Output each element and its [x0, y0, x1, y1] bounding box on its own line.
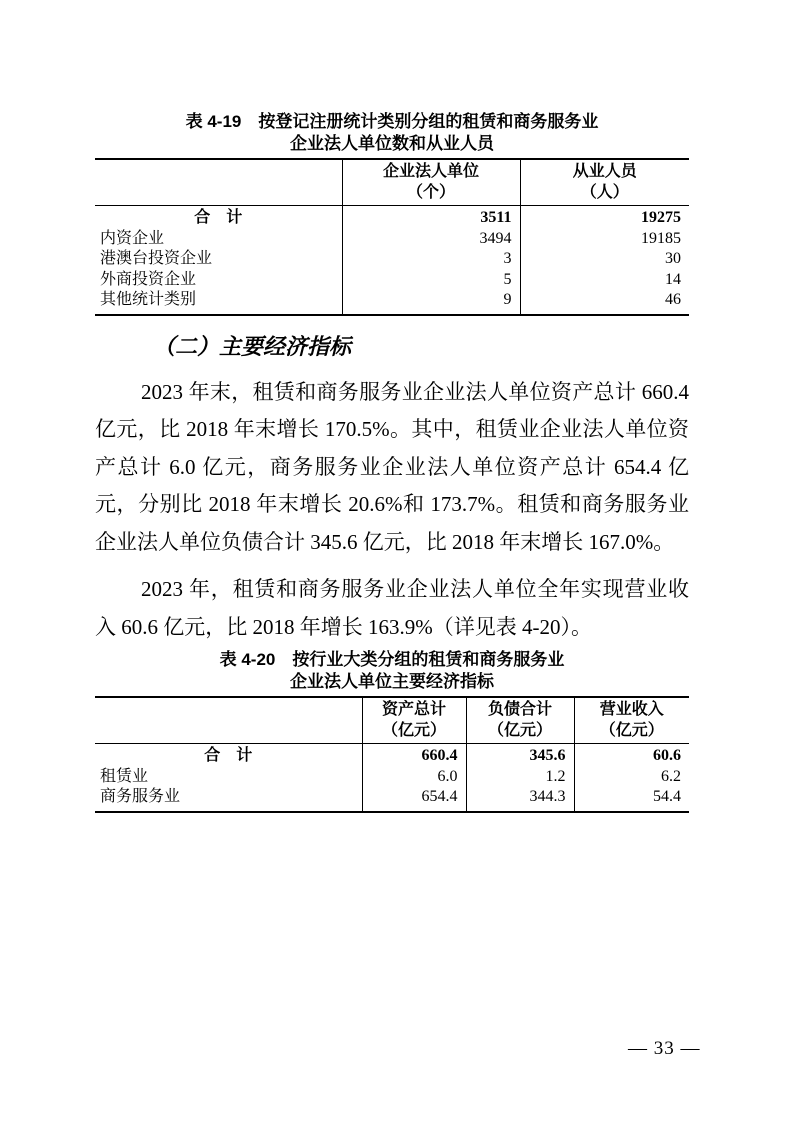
page-content	[95, 111, 689, 813]
table-4-20-title-line1: 表 4-20 按行业大类分组的租赁和商务服务业	[219, 650, 565, 669]
table-row-total	[95, 206, 689, 229]
col-header-unit: （亿元）	[599, 722, 664, 739]
row-label: 港澳台投资企业	[100, 250, 213, 267]
col-header-text: 企业法人单位	[382, 163, 479, 180]
row-label: 内资企业	[100, 229, 165, 247]
table-row-total	[95, 744, 689, 767]
row-value: 345.6	[466, 744, 574, 767]
body-paragraph-2: 2023 年，租赁和商务服务业企业法人单位全年实现营业收入 60.6 亿元，比 2018 年增长 163.9%（详见表 4-20）。	[95, 577, 689, 639]
row-value: 9	[342, 290, 520, 315]
section-heading: （二）主要经济指标	[153, 333, 352, 359]
col-header-text: 从业人员	[572, 163, 637, 180]
row-value: 14	[520, 270, 689, 291]
row-value: 19185	[520, 229, 689, 250]
col-header-unit: （亿元）	[487, 722, 552, 739]
row-value: 19275	[520, 206, 689, 229]
table-row	[95, 290, 689, 315]
row-value: 5	[342, 270, 520, 291]
col-header-text: 负债合计	[487, 701, 552, 718]
table-row	[95, 270, 689, 291]
row-value: 660.4	[362, 744, 466, 767]
table-4-20-col-header-liabilities	[466, 697, 574, 744]
table-4-20-col-header-revenue	[574, 697, 689, 744]
row-value: 1.2	[466, 767, 574, 788]
table-4-19-col-header-employees	[520, 159, 689, 206]
table-row	[95, 787, 689, 812]
row-value: 654.4	[362, 787, 466, 812]
row-label: 商务服务业	[100, 788, 181, 805]
table-4-20-col-header-assets	[362, 697, 466, 744]
table-row	[95, 767, 689, 788]
row-value: 3	[342, 249, 520, 270]
table-4-20-title-line2: 企业法人单位主要经济指标	[290, 672, 494, 691]
row-label: 合 计	[204, 747, 253, 764]
table-4-19-title-line1: 表 4-19 按登记注册统计类别分组的租赁和商务服务业	[185, 112, 599, 131]
table-4-19-title	[95, 111, 689, 155]
row-value: 3494	[342, 229, 520, 250]
col-header-unit: （亿元）	[381, 722, 446, 739]
table-4-20-stub-header	[95, 697, 362, 744]
table-4-20-header	[95, 697, 689, 744]
row-value: 3511	[342, 206, 520, 229]
table-4-19-title-line2: 企业法人单位数和从业人员	[290, 134, 494, 153]
table-4-19-col-header-units	[342, 159, 520, 206]
col-header-unit: （人）	[580, 184, 629, 201]
col-header-text: 营业收入	[599, 701, 664, 718]
row-value: 46	[520, 290, 689, 315]
row-value: 344.3	[466, 787, 574, 812]
row-value: 54.4	[574, 787, 689, 812]
table-row	[95, 249, 689, 270]
row-label: 其他统计类别	[100, 291, 197, 308]
body-paragraph-1: 2023 年末，租赁和商务服务业企业法人单位资产总计 660.4 亿元，比 2018 年末增长 170.5%。其中，租赁业企业法人单位资产总计 6.0 亿元，商务服务业企业法人单位资产总计 654.4 亿元，分别比 2018 年末增长 20.6%和 173.7%。租赁和商务服务业企业法人单位负债合计 345.6 亿元，比 2018 年末增长 167.0%。	[95, 379, 689, 554]
col-header-unit: （个）	[406, 184, 455, 201]
table-4-19-stub-header	[95, 159, 342, 206]
row-value: 6.0	[362, 767, 466, 788]
table-row	[95, 229, 689, 250]
table-4-19-header	[95, 159, 689, 206]
col-header-text: 资产总计	[381, 701, 446, 718]
row-label: 外商投资企业	[100, 270, 197, 288]
table-4-19	[95, 158, 689, 316]
page-number: — 33 —	[628, 1038, 701, 1059]
row-value: 6.2	[574, 767, 689, 788]
row-label: 租赁业	[100, 767, 149, 785]
table-4-20-title	[95, 649, 689, 693]
row-value: 30	[520, 249, 689, 270]
row-value: 60.6	[574, 744, 689, 767]
row-label: 合 计	[194, 209, 243, 226]
table-4-20	[95, 696, 689, 813]
